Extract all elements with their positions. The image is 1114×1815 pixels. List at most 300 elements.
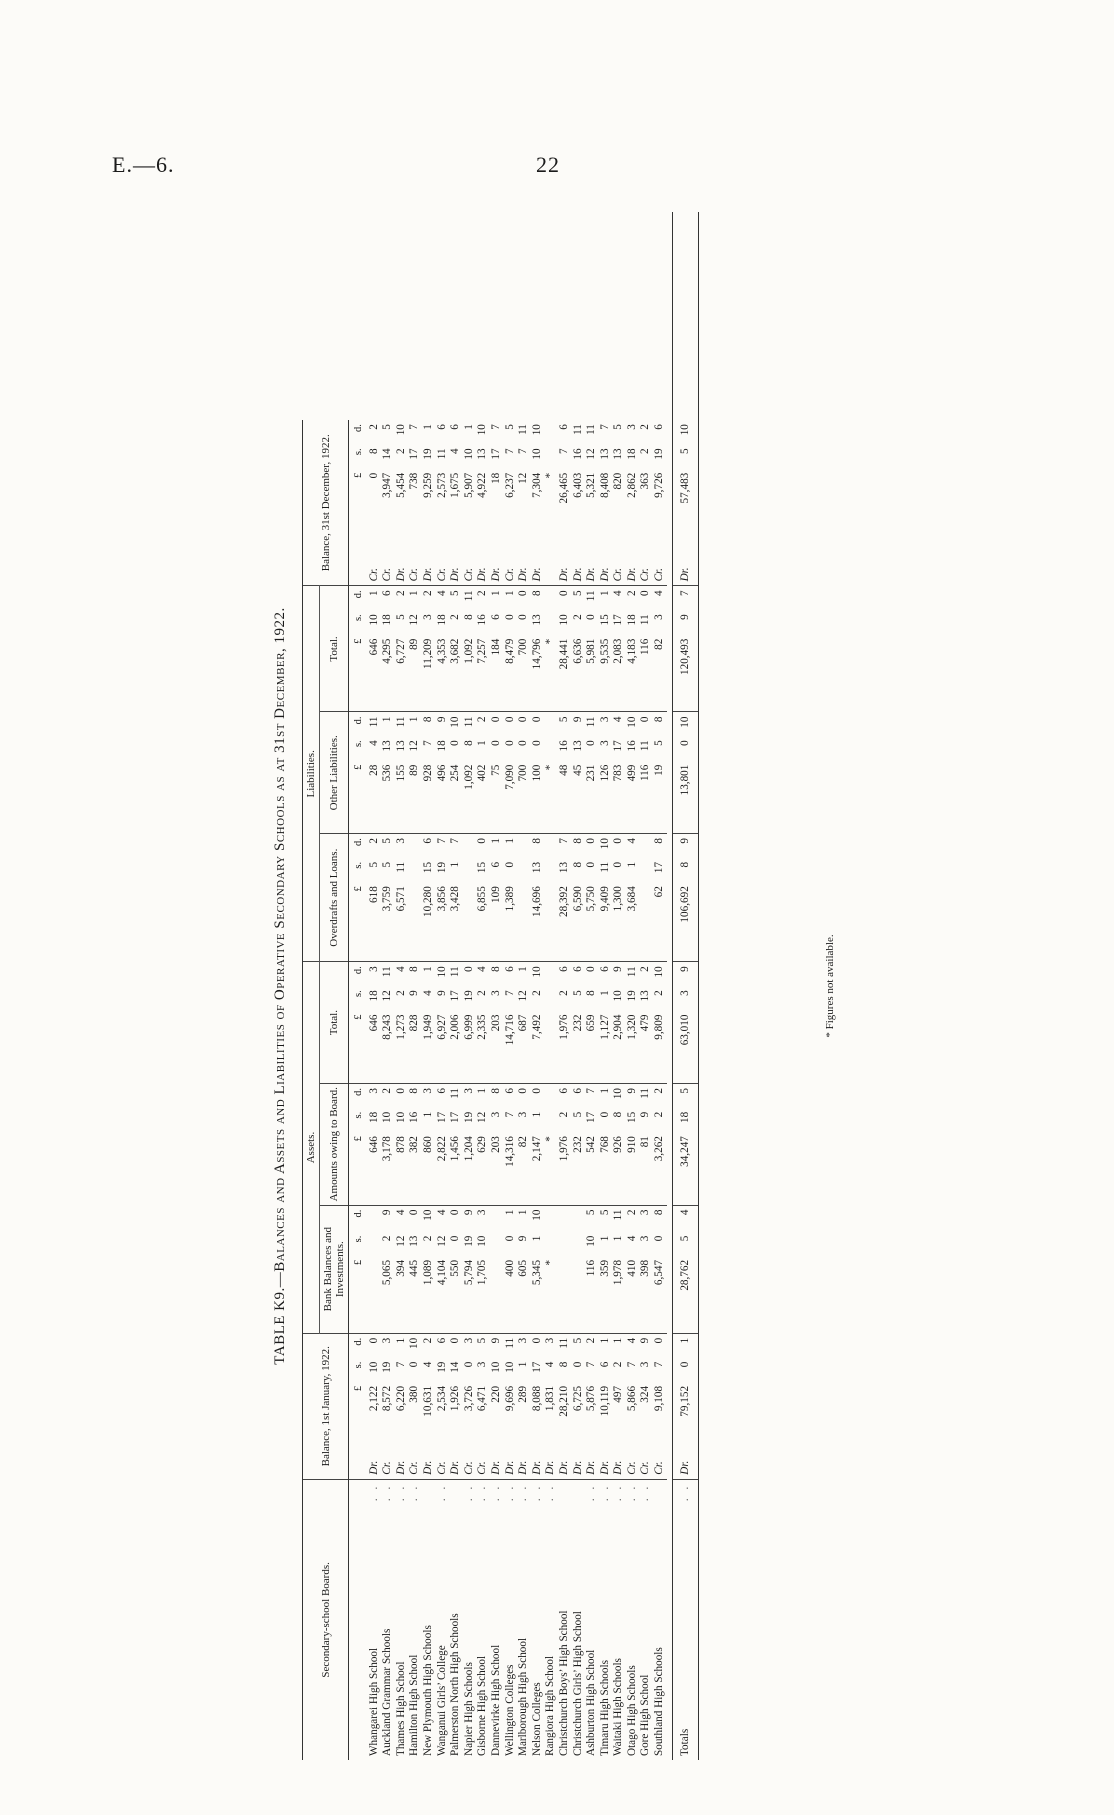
ol-pence: 3 — [598, 716, 611, 723]
lt-shillings: 3 — [421, 614, 434, 620]
od-pounds: 3,428 — [449, 882, 463, 962]
lt-pounds: 82 — [653, 635, 667, 712]
lt-pence: 1 — [598, 590, 611, 596]
od-pence: 1 — [489, 838, 502, 844]
header-balance-jan: Balance, 1st January, 1922. — [303, 1333, 349, 1479]
owing-pounds: 926 — [612, 1132, 626, 1205]
balance-dec-sign: Dr. — [672, 548, 699, 586]
od-pounds: 106,692 — [672, 882, 699, 962]
balance-dec-sign: Dr. — [422, 548, 436, 586]
ol-pounds: 155 — [395, 761, 409, 834]
unit-pound: £ — [349, 1256, 366, 1333]
lt-shillings: 12 — [408, 614, 421, 626]
ol-pounds: 402 — [476, 761, 490, 834]
bd-pence: 7 — [598, 424, 611, 430]
bj-shillings: 0 — [462, 1361, 475, 1368]
bd-pence: 6 — [449, 424, 462, 430]
bd-pence: 10 — [530, 424, 543, 436]
ol-shillings: 17 — [612, 740, 625, 752]
spacer — [585, 212, 599, 420]
bd-pounds: 9,726 — [653, 472, 666, 498]
od-shillings: 11 — [394, 861, 407, 873]
unit-pence: d. — [353, 966, 364, 975]
unit-shilling: s. — [353, 740, 364, 748]
at-pence: 0 — [585, 966, 598, 972]
ol-shillings: 3 — [598, 740, 611, 746]
bj-pence: 1 — [672, 1333, 699, 1357]
ol-pounds: 45 — [572, 761, 586, 834]
bank-shillings: 0 — [449, 1235, 462, 1242]
bj-pounds: 10,631 — [421, 1385, 434, 1417]
balance-jan-sign: Dr. — [599, 1450, 613, 1479]
bd-pence: 10 — [672, 420, 699, 444]
owing-shillings: 3 — [517, 1111, 530, 1118]
table-title — [272, 212, 296, 1760]
spacer — [381, 212, 395, 420]
bank-shillings: 1 — [530, 1235, 543, 1242]
lt-pence: 2 — [476, 590, 489, 596]
bd-pence: 11 — [585, 424, 598, 435]
od-pounds — [517, 882, 531, 962]
at-pounds: 2,335 — [476, 1011, 490, 1084]
balance-dec-sign: Dr. — [476, 548, 490, 586]
od-pounds: 3,856 — [436, 882, 450, 962]
spacer — [572, 212, 586, 420]
bank-shillings: 4 — [625, 1235, 638, 1242]
bank-shillings — [366, 1232, 382, 1256]
od-pence: 0 — [612, 838, 625, 844]
ol-pence: 11 — [367, 716, 380, 728]
bd-pounds: 9,259 — [421, 472, 434, 498]
ol-pence: 8 — [653, 716, 666, 723]
ol-pounds: 928 — [422, 761, 436, 834]
od-pence — [639, 834, 653, 858]
lt-pounds: 646 — [366, 635, 382, 712]
header-liabilities: Liabilities. — [303, 586, 320, 962]
bd-shillings: 5 — [672, 444, 699, 468]
header-overdrafts: Overdrafts and Loans. — [320, 834, 349, 962]
bj-pounds: 1,831 — [544, 1385, 557, 1412]
od-pounds: 1,389 — [504, 882, 518, 962]
at-pence: 1 — [517, 966, 530, 972]
lt-pounds: 11,209 — [422, 635, 436, 712]
ol-pence: 1 — [381, 716, 394, 723]
lt-pence: 2 — [421, 590, 434, 596]
bd-pence: 6 — [557, 424, 570, 430]
lt-pounds: 1,092 — [463, 635, 477, 712]
od-pounds: 6,855 — [476, 882, 490, 962]
od-shillings: 15 — [421, 861, 434, 874]
bank-pounds — [572, 1256, 586, 1333]
at-shillings: 1 — [598, 990, 611, 996]
table-row — [476, 212, 490, 1760]
owing-pence: 0 — [394, 1087, 407, 1094]
unit-shilling: s. — [353, 1235, 364, 1243]
lt-shillings: 16 — [476, 614, 489, 626]
balance-jan-sign: Dr. — [572, 1450, 586, 1479]
bank-pounds: 394 — [395, 1256, 409, 1333]
owing-shillings: 3 — [489, 1111, 502, 1118]
board-name: Napier High Schools — [462, 1662, 475, 1756]
bank-pence: 0 — [449, 1209, 462, 1216]
at-pounds: 646 — [366, 1011, 382, 1084]
lt-pounds: 4,183 — [626, 635, 640, 712]
table-row — [366, 212, 382, 1760]
bj-pounds: 5,866 — [625, 1385, 638, 1412]
bd-pence: 2 — [367, 424, 380, 430]
unit-pence: d. — [353, 1087, 364, 1096]
at-pounds: 2,006 — [449, 1011, 463, 1084]
leader-dots: . . — [639, 1483, 652, 1502]
owing-shillings: 17 — [449, 1111, 462, 1123]
bd-pounds: 18 — [489, 472, 502, 484]
bd-shillings — [544, 444, 558, 468]
at-shillings: 19 — [625, 990, 638, 1002]
balances-table — [302, 212, 699, 1760]
leader-dots: . . — [476, 1483, 489, 1502]
ol-shillings: 12 — [408, 740, 421, 752]
table-row — [517, 212, 531, 1760]
board-name: Gisborne High School — [476, 1655, 489, 1756]
bj-pence: 2 — [585, 1337, 598, 1344]
owing-pence: 2 — [381, 1087, 394, 1094]
unit-shilling: s. — [353, 861, 364, 869]
od-pence: 6 — [421, 838, 434, 844]
bank-pounds: 359 — [599, 1256, 613, 1333]
at-pounds: 1,949 — [422, 1011, 436, 1084]
bank-shillings: 3 — [639, 1235, 652, 1242]
bj-pence: 11 — [557, 1337, 570, 1349]
od-pence: 1 — [503, 838, 516, 844]
bd-pence: 6 — [435, 424, 448, 430]
table-row — [544, 212, 558, 1760]
bj-pence: 0 — [367, 1337, 380, 1344]
lt-pounds: 89 — [408, 635, 422, 712]
unit-pence: d. — [353, 590, 364, 599]
board-name: New Plymouth High Schools — [421, 1625, 434, 1756]
leader-dots: . . — [367, 1483, 380, 1502]
spacer — [626, 212, 640, 420]
at-pounds: 1,976 — [558, 1011, 572, 1084]
at-shillings: 12 — [381, 990, 394, 1002]
lt-shillings: 9 — [672, 610, 699, 634]
bd-pence: 1 — [421, 424, 434, 430]
bj-shillings: 7 — [394, 1361, 407, 1368]
od-pounds: 5,750 — [585, 882, 599, 962]
at-pence: 9 — [612, 966, 625, 972]
table-row — [639, 212, 653, 1760]
unit-shilling: s. — [353, 1111, 364, 1119]
at-pence: 10 — [435, 966, 448, 978]
owing-pounds: 542 — [585, 1132, 599, 1205]
bank-pounds: 550 — [449, 1256, 463, 1333]
ol-pence: 10 — [449, 716, 462, 728]
od-shillings: 1 — [625, 861, 638, 868]
bd-pence: 1 — [462, 424, 475, 430]
bj-pence: 6 — [435, 1337, 448, 1344]
spacer — [395, 212, 409, 420]
board-name: Southland High Schools — [653, 1647, 666, 1756]
bj-pounds: 10,119 — [598, 1385, 611, 1417]
bd-pounds: 5,907 — [462, 472, 475, 498]
at-pounds — [544, 1011, 558, 1084]
bd-pounds: 1,675 — [449, 472, 462, 498]
ol-shillings: 0 — [489, 740, 502, 746]
table-row — [612, 212, 626, 1760]
bj-pence: 3 — [544, 1337, 557, 1344]
unit-pound: £ — [349, 1011, 366, 1084]
ol-pounds: 496 — [436, 761, 450, 834]
lt-pounds: 2,083 — [612, 635, 626, 712]
bj-pounds: 324 — [639, 1385, 652, 1403]
bank-pence: 5 — [598, 1209, 611, 1216]
owing-pounds: 2,822 — [436, 1132, 450, 1205]
bank-pence: 3 — [476, 1209, 489, 1216]
od-shillings: 0 — [503, 861, 516, 868]
owing-pence: 1 — [476, 1087, 489, 1094]
owing-pence: 10 — [612, 1087, 625, 1100]
spacer — [436, 212, 450, 420]
lt-pounds: * — [544, 635, 558, 712]
leader-dots: . . — [585, 1483, 598, 1502]
at-pounds: 659 — [585, 1011, 599, 1084]
bj-pence: 4 — [625, 1337, 638, 1344]
at-pence: 6 — [503, 966, 516, 972]
spacer — [504, 212, 518, 420]
spacer — [639, 212, 653, 420]
bd-pence: 10 — [476, 424, 489, 436]
ol-pence: 11 — [585, 716, 598, 728]
balance-dec-sign: Dr. — [558, 548, 572, 586]
bank-pence: 9 — [381, 1209, 394, 1216]
lt-shillings: 2 — [449, 614, 462, 620]
at-shillings: 18 — [367, 990, 380, 1002]
table-row — [436, 212, 450, 1760]
lt-pence: 11 — [462, 590, 475, 602]
at-shillings: 5 — [571, 990, 584, 996]
od-pounds: 6,571 — [395, 882, 409, 962]
od-shillings: 15 — [476, 861, 489, 874]
lt-shillings: 11 — [639, 614, 652, 626]
bd-pence: 5 — [612, 424, 625, 430]
board-name: Timaru High Schools — [598, 1660, 611, 1756]
at-pence: 9 — [672, 962, 699, 986]
spacer — [476, 212, 490, 420]
leader-dots: . . — [435, 1483, 448, 1502]
at-pence: 2 — [639, 966, 652, 972]
owing-pence — [544, 1083, 558, 1107]
at-pence: 11 — [381, 966, 394, 978]
bank-pounds: 410 — [626, 1256, 640, 1333]
ol-shillings: 13 — [394, 740, 407, 752]
bank-pence — [490, 1205, 504, 1232]
blank — [349, 1510, 366, 1760]
od-shillings: 1 — [449, 861, 462, 868]
ol-shillings: 8 — [462, 740, 475, 746]
at-pence: 6 — [598, 966, 611, 972]
blank — [349, 1450, 366, 1479]
bank-pence: 0 — [408, 1209, 421, 1216]
header-assets-total: Total. — [320, 962, 349, 1084]
bd-shillings: 7 — [503, 448, 516, 455]
bj-pounds: 79,152 — [672, 1382, 699, 1451]
od-pence: 0 — [476, 838, 489, 844]
bj-pence: 9 — [489, 1337, 502, 1344]
bank-shillings — [544, 1232, 558, 1256]
lt-pounds: 28,441 — [558, 635, 572, 712]
lt-pounds: 4,295 — [381, 635, 395, 712]
bj-shillings: 10 — [503, 1361, 516, 1373]
unit-shilling: s. — [353, 1361, 364, 1369]
owing-pounds: 382 — [408, 1132, 422, 1205]
od-pence: 9 — [672, 834, 699, 858]
bd-shillings: 19 — [421, 448, 434, 460]
bd-pounds: 4,922 — [476, 472, 489, 498]
bank-shillings — [572, 1232, 586, 1256]
bd-shillings: 8 — [367, 448, 380, 455]
bd-pence: 11 — [571, 424, 584, 435]
owing-pounds: 860 — [422, 1132, 436, 1205]
owing-pounds: 1,204 — [463, 1132, 477, 1205]
lt-pence: 1 — [408, 590, 421, 596]
balance-jan-sign: Cr. — [626, 1450, 640, 1479]
owing-pence: 3 — [367, 1087, 380, 1094]
owing-pence: 6 — [557, 1087, 570, 1094]
od-pounds: 6,590 — [572, 882, 586, 962]
at-shillings — [544, 986, 558, 1010]
balance-dec-sign: Dr. — [449, 548, 463, 586]
bank-pence — [558, 1205, 572, 1232]
od-pence — [544, 834, 558, 858]
header-boards: Secondary-school Boards. — [303, 1479, 349, 1760]
bd-pounds: 8,408 — [598, 472, 611, 498]
bank-pounds — [558, 1256, 572, 1333]
owing-shillings: 5 — [571, 1111, 584, 1118]
bj-pence: 3 — [462, 1337, 475, 1344]
spacer — [449, 212, 463, 420]
footnote: * Figures not available. — [824, 934, 836, 1038]
bj-pounds: 9,696 — [503, 1385, 516, 1412]
od-shillings: 11 — [598, 861, 611, 873]
owing-pence: 11 — [449, 1087, 462, 1099]
at-shillings: 12 — [517, 990, 530, 1002]
od-pence: 7 — [449, 838, 462, 844]
bj-pounds: 6,725 — [571, 1385, 584, 1412]
at-pounds: 6,927 — [436, 1011, 450, 1084]
at-shillings: 4 — [421, 990, 434, 996]
lt-shillings: 17 — [612, 614, 625, 626]
bank-pence: 1 — [517, 1209, 530, 1216]
at-shillings: 17 — [449, 990, 462, 1002]
at-pounds: 479 — [639, 1011, 653, 1084]
ol-pounds: 48 — [558, 761, 572, 834]
bd-pounds: 363 — [639, 472, 652, 490]
board-name: Whangarei High School — [367, 1647, 380, 1756]
bj-pounds: 2,534 — [435, 1385, 448, 1412]
bd-shillings: 13 — [598, 448, 611, 460]
balance-jan-sign: Dr. — [517, 1450, 531, 1479]
od-pounds — [639, 882, 653, 962]
balance-jan-sign: Dr. — [449, 1450, 463, 1479]
bank-shillings: 0 — [653, 1235, 666, 1242]
owing-pence: 6 — [435, 1087, 448, 1094]
owing-pence: 7 — [585, 1087, 598, 1094]
bd-pence: 2 — [639, 424, 652, 430]
ol-pence: 4 — [612, 716, 625, 723]
lt-pence — [544, 586, 558, 610]
at-shillings: 2 — [557, 990, 570, 996]
balance-jan-sign: Dr. — [612, 1450, 626, 1479]
board-name: Totals — [672, 1510, 699, 1760]
owing-shillings: 16 — [408, 1111, 421, 1123]
bank-pounds: 398 — [639, 1256, 653, 1333]
od-shillings — [408, 858, 422, 882]
table-row — [422, 212, 436, 1760]
bd-shillings: 16 — [571, 448, 584, 460]
od-pence: 8 — [653, 838, 666, 844]
spacer — [599, 212, 613, 420]
leader-dots: . . — [462, 1483, 475, 1502]
bank-shillings: 5 — [672, 1232, 699, 1256]
leader-dots: . . — [625, 1483, 638, 1502]
bj-shillings: 10 — [367, 1361, 380, 1373]
od-shillings: 13 — [530, 861, 543, 874]
lt-shillings: 10 — [557, 614, 570, 626]
lt-shillings: 6 — [489, 614, 502, 620]
balance-dec-sign: Cr. — [653, 548, 667, 586]
spacer — [349, 212, 366, 420]
spacer — [531, 212, 545, 420]
bank-shillings — [558, 1232, 572, 1256]
od-shillings: 0 — [585, 861, 598, 868]
unit-pence: d. — [353, 716, 364, 725]
od-shillings: 8 — [672, 858, 699, 882]
page-number: 22 — [536, 152, 560, 177]
ol-pence: 11 — [462, 716, 475, 728]
ol-pounds: 1,092 — [463, 761, 477, 834]
bank-pounds: 1,978 — [612, 1256, 626, 1333]
bj-pence: 0 — [449, 1337, 462, 1344]
lt-pounds: 7,257 — [476, 635, 490, 712]
board-name: Auckland Grammar Schools — [381, 1628, 394, 1756]
table-row — [449, 212, 463, 1760]
bj-shillings: 10 — [489, 1361, 502, 1373]
od-shillings: 19 — [435, 861, 448, 874]
ol-pounds: 28 — [366, 761, 382, 834]
ol-shillings: 11 — [639, 740, 652, 752]
spacer — [366, 212, 382, 420]
bj-pence: 0 — [530, 1337, 543, 1344]
ol-shillings: 13 — [381, 740, 394, 752]
lt-pence: 4 — [435, 590, 448, 596]
ol-pounds: * — [544, 761, 558, 834]
ol-pence: 0 — [639, 716, 652, 723]
owing-shillings: 1 — [421, 1111, 434, 1118]
owing-pence: 6 — [503, 1087, 516, 1094]
leader-dots: . . — [612, 1483, 625, 1502]
leader-dots — [449, 1479, 463, 1510]
at-pounds: 232 — [572, 1011, 586, 1084]
balance-jan-sign: Dr. — [490, 1450, 504, 1479]
at-shillings: 7 — [503, 990, 516, 996]
ol-pounds: 700 — [517, 761, 531, 834]
bank-pounds: 400 — [504, 1256, 518, 1333]
od-pence: 0 — [585, 838, 598, 844]
bd-shillings: 10 — [462, 448, 475, 460]
at-shillings: 13 — [639, 990, 652, 1002]
bd-shillings: 19 — [653, 448, 666, 460]
at-pounds: 203 — [490, 1011, 504, 1084]
